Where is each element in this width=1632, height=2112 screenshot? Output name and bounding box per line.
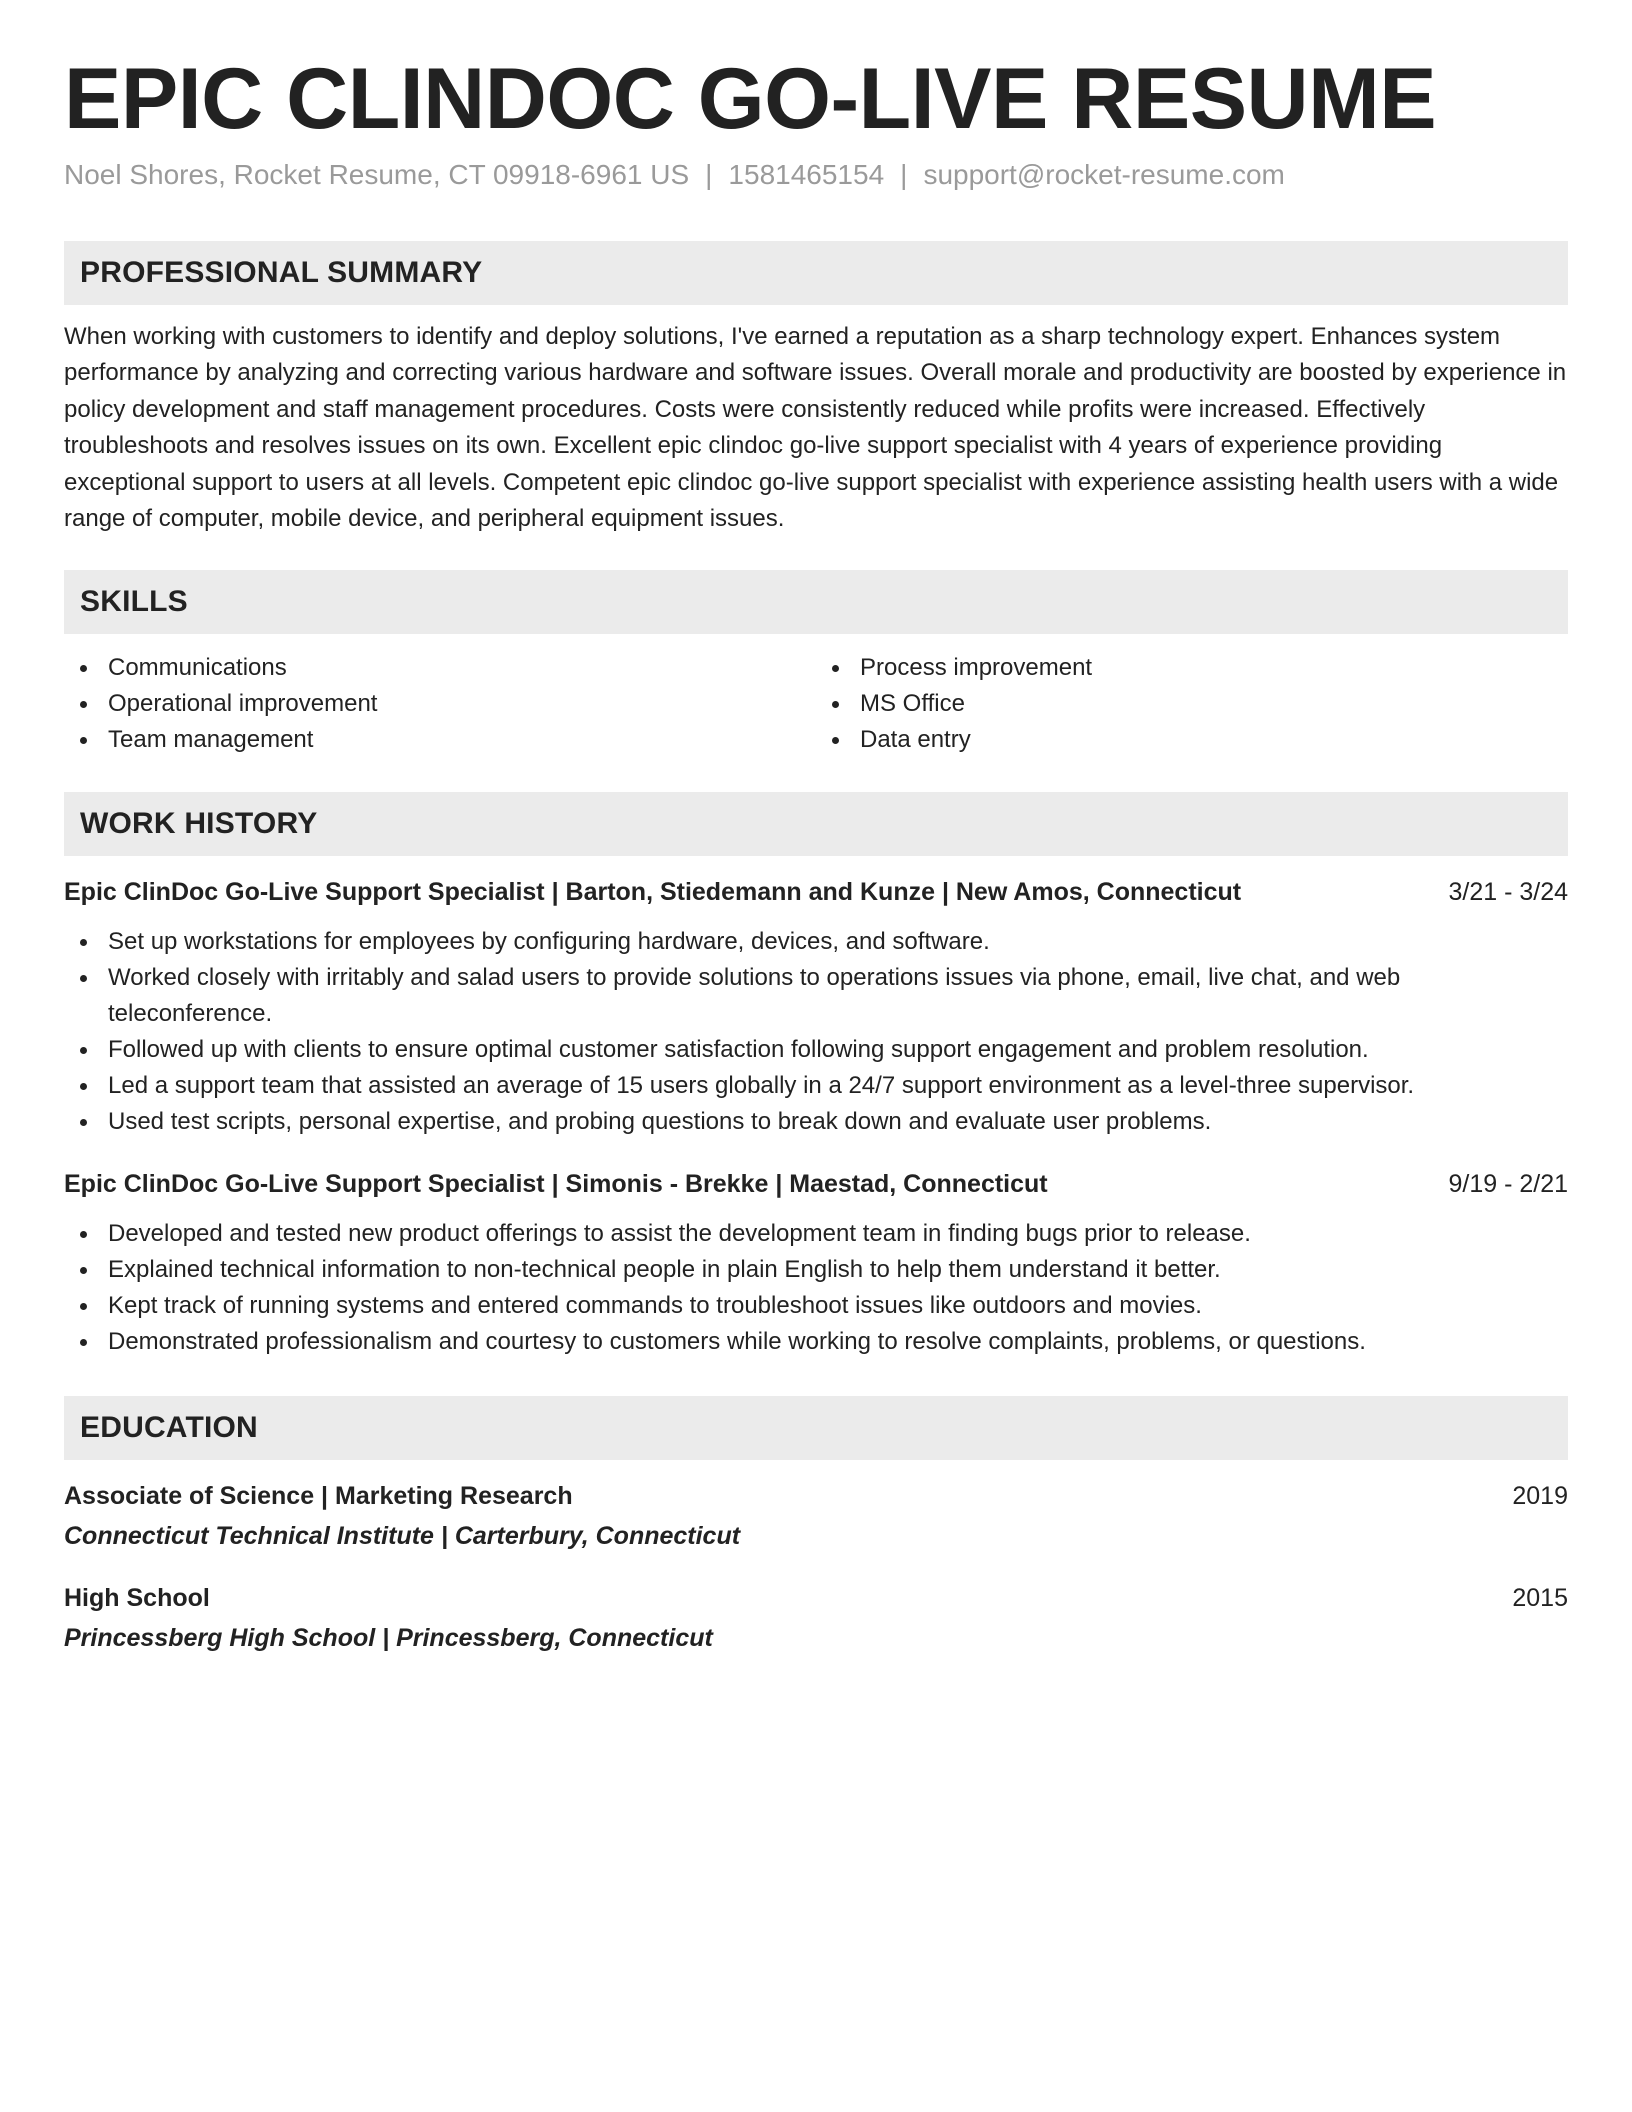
job-title: Epic ClinDoc Go-Live Support Specialist | Simonis - Brekke | Maestad, Connecticut (64, 1169, 1048, 1198)
job-entry (64, 1166, 1568, 1360)
job-bullet: Set up workstations for employees by configuring hardware, devices, and software. (64, 924, 1568, 960)
contact-line (64, 159, 1568, 191)
job-bullet: Led a support team that assisted an average of 15 users globally in a 24/7 support environment as a level-three supervisor. (64, 1068, 1568, 1104)
education-school: Princessberg High School | Princessberg, Connecticut (64, 1623, 713, 1652)
job-bullet: Followed up with clients to ensure optimal customer satisfaction following support engagement and problem resolution. (64, 1032, 1568, 1068)
job-header (64, 874, 1568, 910)
skill-item: Data entry (816, 722, 1568, 758)
education-header (64, 1478, 1568, 1514)
contact-separator: | (705, 158, 713, 190)
job-bullets (64, 924, 1568, 1140)
skill-item: Operational improvement (64, 686, 816, 722)
skill-item: Process improvement (816, 650, 1568, 686)
skills-list (64, 650, 1568, 758)
contact-separator: | (900, 158, 908, 190)
job-entry (64, 874, 1568, 1140)
section-heading-skills: SKILLS (64, 570, 1568, 634)
section-heading-summary: PROFESSIONAL SUMMARY (64, 241, 1568, 305)
skills-column-right (816, 650, 1568, 758)
skill-item: Team management (64, 722, 816, 758)
skill-item: Communications (64, 650, 816, 686)
job-bullet: Kept track of running systems and entered commands to troubleshoot issues like outdoors and movies. (64, 1288, 1568, 1324)
job-dates: 9/19 - 2/21 (1448, 1169, 1568, 1198)
skill-item: MS Office (816, 686, 1568, 722)
job-bullet: Explained technical information to non-technical people in plain English to help them understand it better. (64, 1252, 1568, 1288)
education-entry (64, 1478, 1568, 1554)
contact-email: support@rocket-resume.com (923, 158, 1285, 190)
job-bullet: Demonstrated professionalism and courtesy to customers while working to resolve complaints, problems, or questions. (64, 1324, 1568, 1360)
education-school: Connecticut Technical Institute | Carterbury, Connecticut (64, 1521, 741, 1550)
education-degree: High School (64, 1583, 210, 1612)
education-entry (64, 1580, 1568, 1656)
contact-phone: 1581465154 (728, 158, 885, 190)
job-header (64, 1166, 1568, 1202)
job-dates: 3/21 - 3/24 (1448, 877, 1568, 906)
job-bullet: Developed and tested new product offerings to assist the development team in finding bugs prior to release. (64, 1216, 1568, 1252)
job-bullets (64, 1216, 1568, 1360)
resume-title: EPIC CLINDOC GO-LIVE RESUME (64, 51, 1437, 147)
skills-column-left (64, 650, 816, 758)
section-heading-work-history: WORK HISTORY (64, 792, 1568, 856)
job-bullet: Used test scripts, personal expertise, and probing questions to break down and evaluate user problems. (64, 1104, 1568, 1140)
education-header (64, 1580, 1568, 1616)
contact-address: Noel Shores, Rocket Resume, CT 09918-6961 US (64, 158, 690, 190)
resume-page (64, 52, 1568, 1656)
section-heading-education: EDUCATION (64, 1396, 1568, 1460)
job-bullet: Worked closely with irritably and salad users to provide solutions to operations issues via phone, email, live chat, and web teleconference. (64, 960, 1568, 1032)
summary-text: When working with customers to identify and deploy solutions, I've earned a reputation as a sharp technology expert. Enhances system performance by analyzing and correcting various hardware and software issues. Overall morale and productivity are boosted by experience in policy development and staff management procedures. Costs were consistently reduced while profits were increased. Effectively troubleshoots and resolves issues on its own. Excellent epic clindoc go-live support specialist with 4 years of experience providing exceptional support to users at all levels. Competent epic clindoc go-live support specialist with experience assisting health users with a wide range of computer, mobile device, and peripheral equipment issues. (64, 322, 1567, 533)
education-year: 2019 (1512, 1481, 1568, 1510)
job-title: Epic ClinDoc Go-Live Support Specialist | Barton, Stiedemann and Kunze | New Amos, Connecticut (64, 877, 1242, 906)
education-degree: Associate of Science | Marketing Research (64, 1481, 573, 1510)
education-year: 2015 (1512, 1583, 1568, 1612)
